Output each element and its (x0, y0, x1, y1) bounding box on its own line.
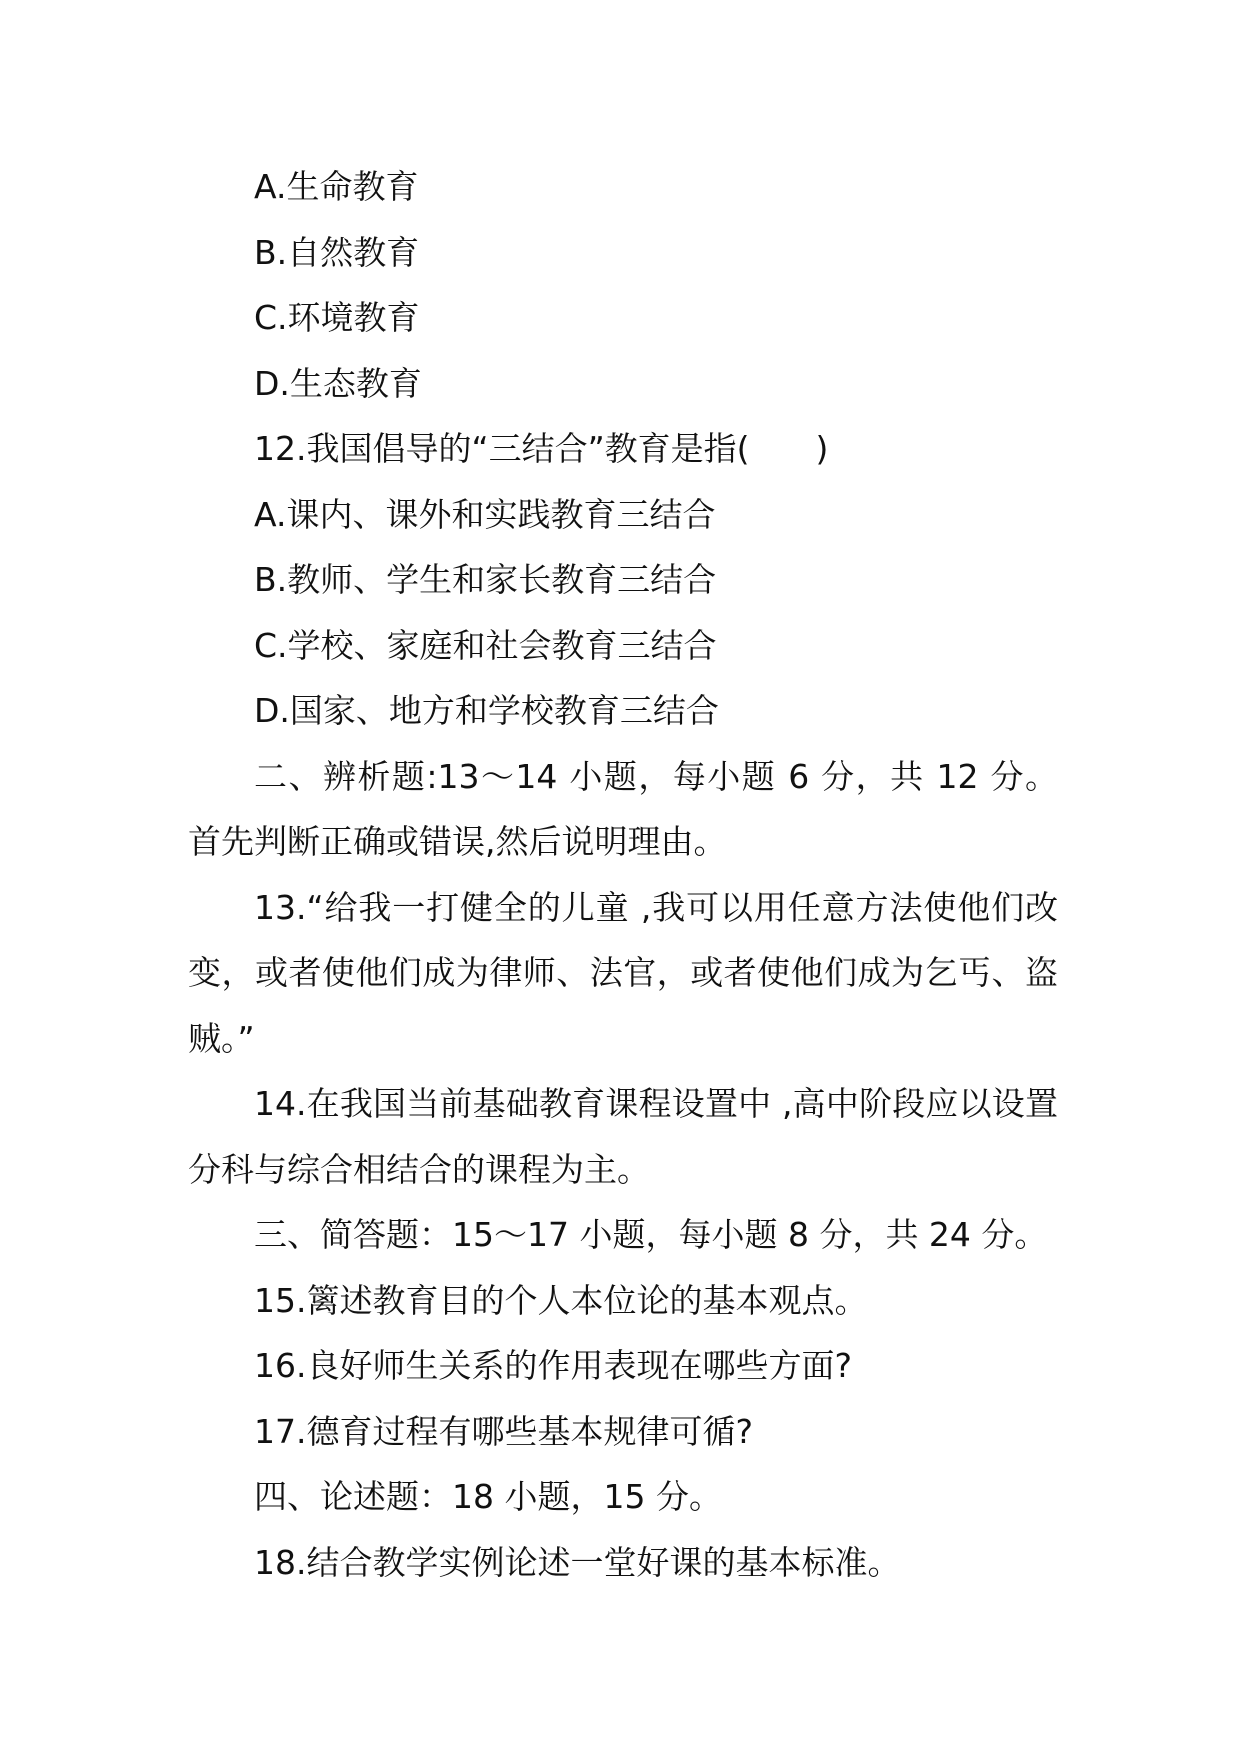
option-q11-b: B.自然教育 (254, 232, 420, 272)
question-18: 18.结合教学实例论述一堂好课的基本标准。 (254, 1542, 901, 1582)
option-q12-b: B.教师、学生和家长教育三结合 (254, 560, 717, 599)
question-17: 17.德育过程有哪些基本规律可循? (254, 1411, 753, 1451)
section-2-heading: 二、辨析题:13～14 小题，每小题 6 分，共 12 分。首先判断正确或错误,然后说明理由。 (188, 756, 1058, 861)
question-13: 13.“给我一打健全的儿童 ,我可以用任意方法使他们改变，或者使他们成为律师、法官，或者使他们成为乞丐、盗贼。” (188, 887, 1058, 1058)
section-4-heading: 四、论述题：18 小题，15 分。 (254, 1477, 722, 1516)
option-q11-a: A.生命教育 (254, 167, 419, 206)
question-14: 14.在我国当前基础教育课程设置中 ,高中阶段应以设置分科与综合相结合的课程为主。 (188, 1084, 1058, 1189)
option-q11-c: C.环境教育 (254, 298, 420, 337)
option-q12-a: A.课内、课外和实践教育三结合 (254, 494, 716, 534)
option-q12-d: D.国家、地方和学校教育三结合 (254, 691, 719, 730)
document-body (188, 154, 1058, 1595)
question-16: 16.良好师生关系的作用表现在哪些方面? (254, 1346, 852, 1385)
section-3-heading: 三、简答题：15～17 小题，每小题 8 分，共 24 分。 (254, 1215, 1048, 1254)
question-12-stem: 12.我国倡导的“三结合”教育是指( ) (254, 429, 829, 468)
option-q11-d: D.生态教育 (254, 363, 422, 403)
question-15: 15.篱述教育目的个人本位论的基本观点。 (254, 1280, 868, 1320)
option-q12-c: C.学校、家庭和社会教育三结合 (254, 625, 717, 665)
